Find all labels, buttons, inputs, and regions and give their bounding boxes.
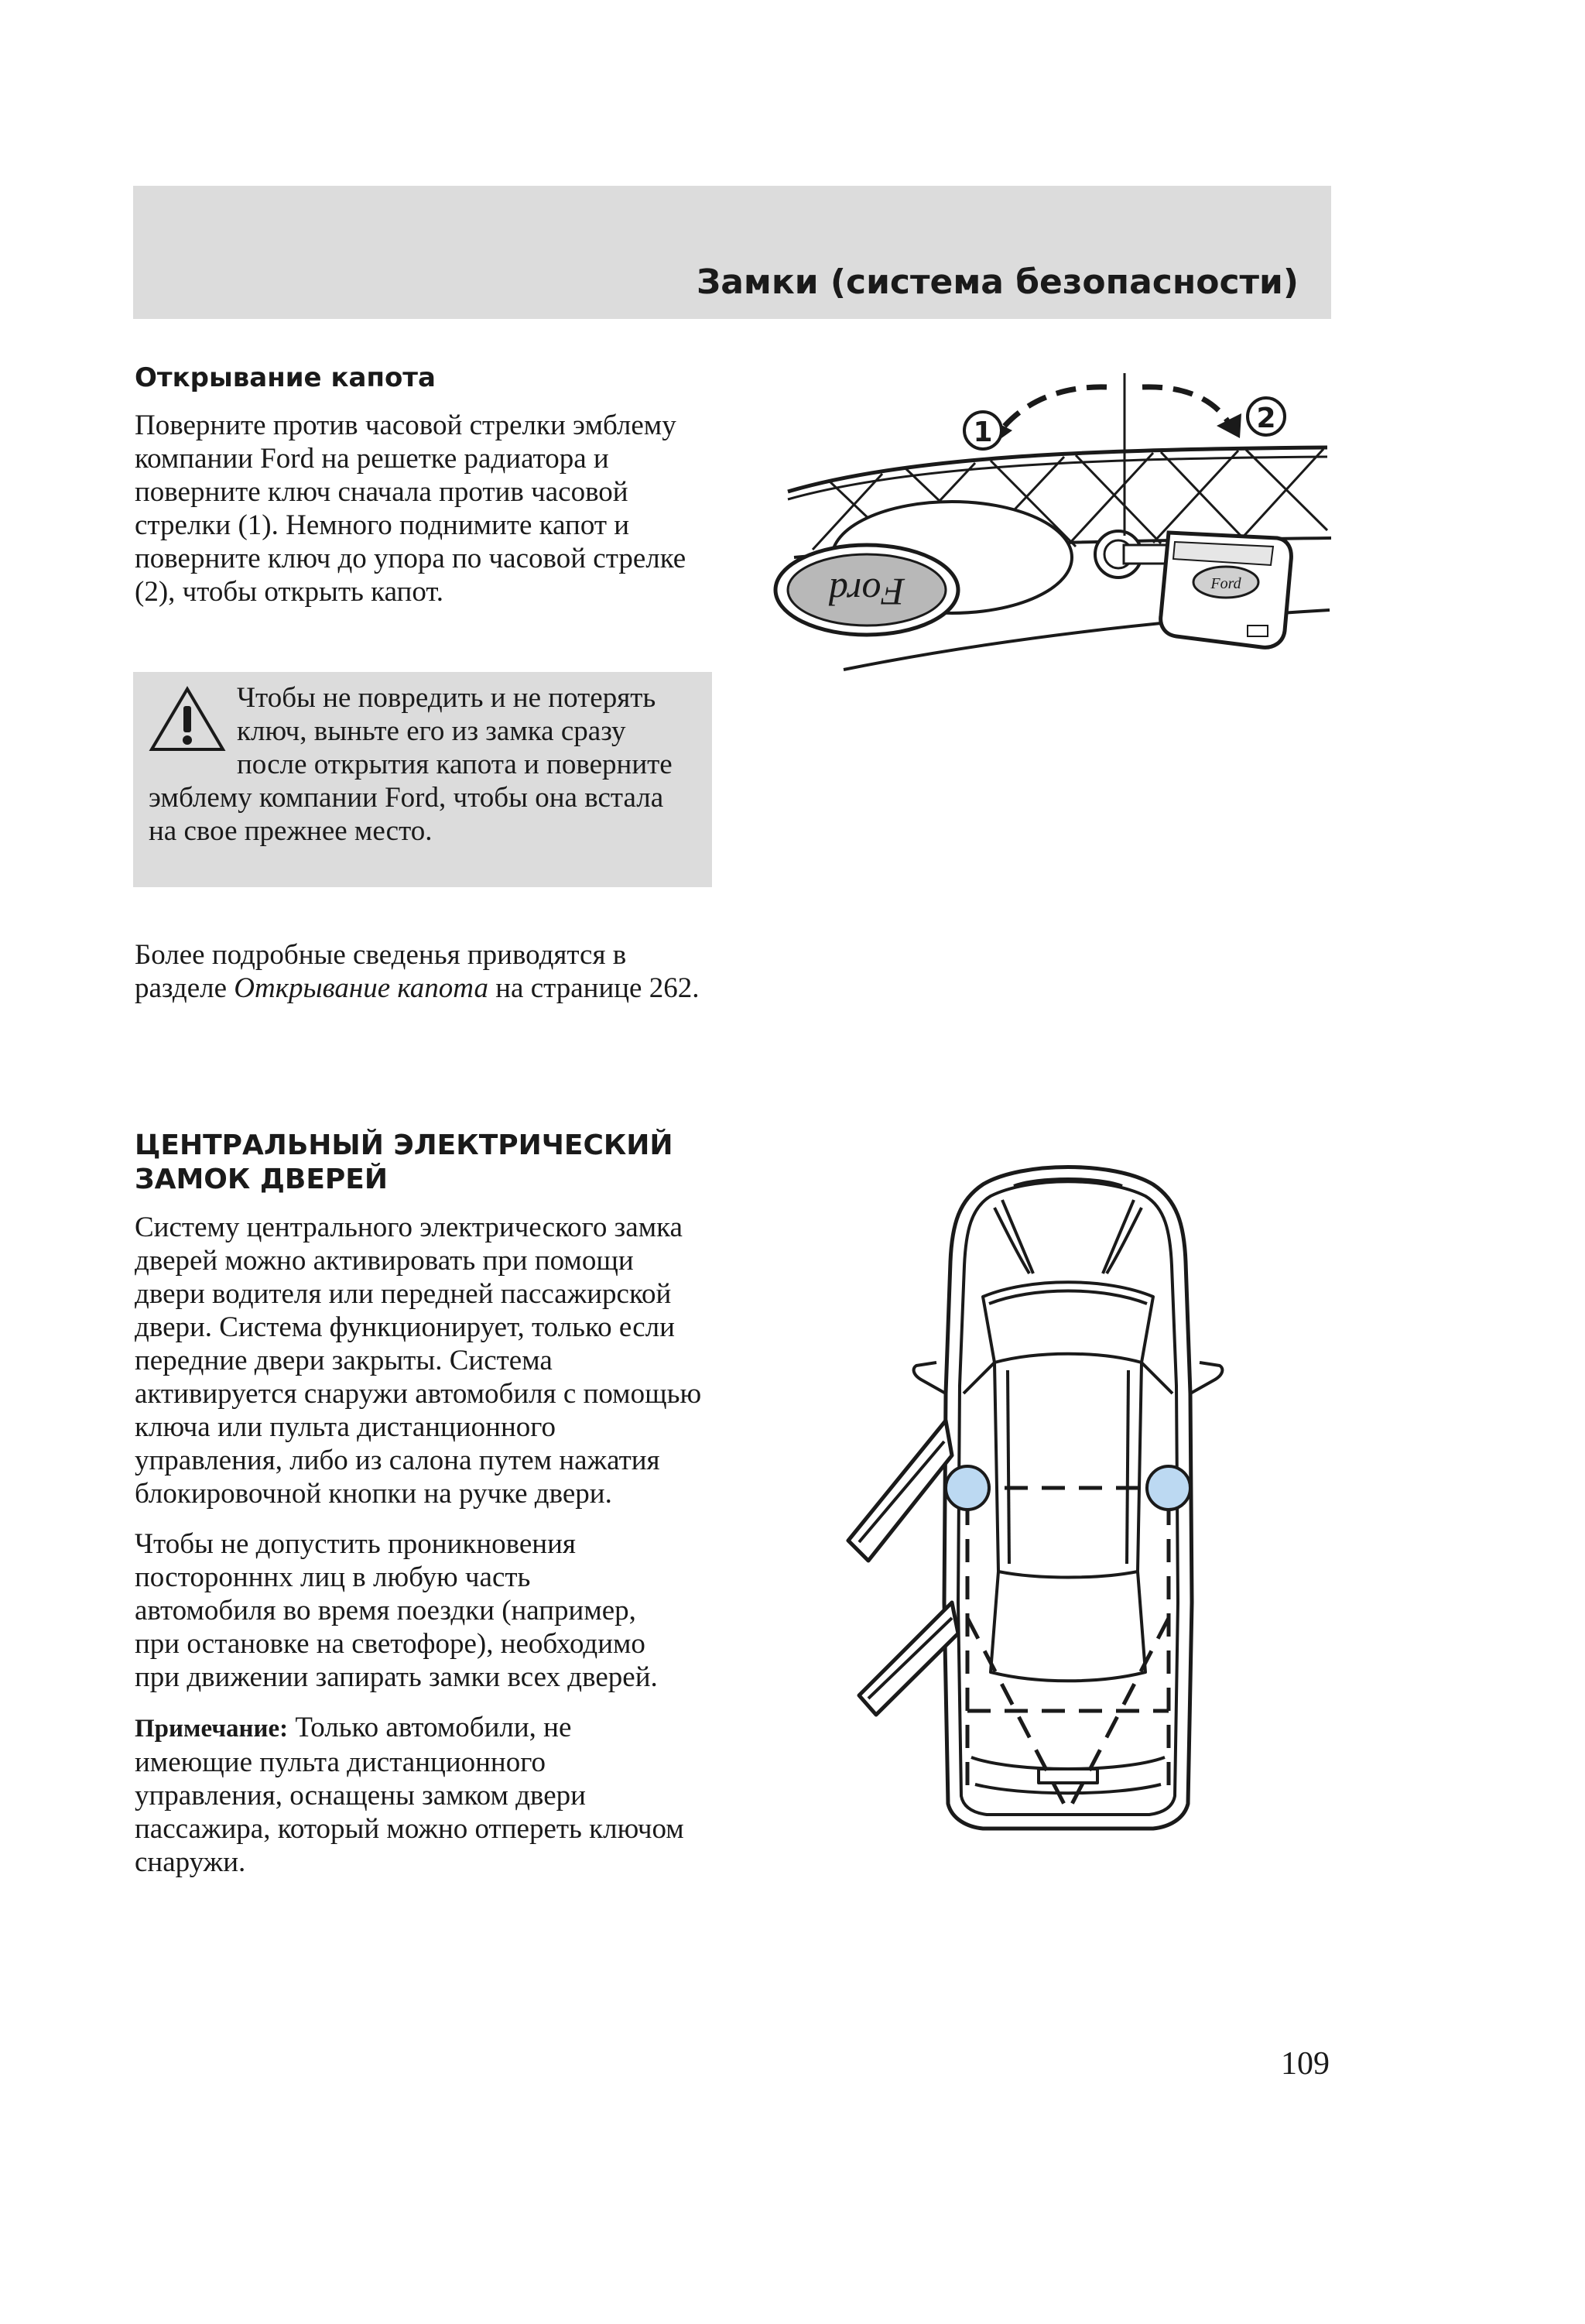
warning-triangle-icon: [149, 686, 226, 752]
more-info-suffix: на странице 262.: [488, 972, 700, 1004]
central-lock-section: [135, 1129, 738, 1879]
central-lock-paragraph-2: Чтобы не допустить проникновения посторонннх лиц в любую часть автомобиля во время поездки (например, при остановке на светофоре), необходимо при движении запирать замки всех дверей.: [135, 1528, 658, 1693]
callout-2: 2: [1256, 403, 1276, 434]
car-top-view-figure: [836, 1138, 1300, 1850]
hood-section: [135, 362, 723, 608]
more-info-prefix: Более подробные сведенья приводятся в разделе: [135, 939, 627, 1004]
key-logo-text: Ford: [1210, 575, 1241, 592]
arrow-clockwise-icon: [1217, 413, 1241, 438]
central-lock-paragraph-1: Систему центрального электрического замка дверей можно активировать при помощи двери водителя или передней пассажирской двери. Система функционирует, только если передние двери закрыты. Система активируется снаружи автомобиля с помощью ключа или пульта дистанционного управления, либо из салона путем нажатия блокировочной кнопки на ручке двери.: [135, 1212, 702, 1510]
more-info-paragraph: [135, 938, 723, 1005]
warning-box: [133, 672, 712, 887]
emblem-text: Ford: [828, 571, 905, 614]
callout-1: 1: [973, 416, 993, 448]
page-number: 109: [1281, 2046, 1330, 2082]
central-lock-heading-line1: ЦЕНТРАЛЬНЫЙ ЭЛЕКТРИЧЕСКИЙ: [135, 1129, 673, 1161]
central-lock-heading: [135, 1129, 738, 1197]
central-lock-heading-line2: ЗАМОК ДВЕРЕЙ: [135, 1164, 389, 1195]
note-label: Примечание:: [135, 1715, 289, 1743]
section-title: Замки (система безопасности): [696, 262, 1299, 302]
hood-more-info: [135, 938, 723, 1005]
note-text: Только автомобили, не имеющие пульта дистанционного управления, оснащены замком двери пассажира, который можно отпереть ключом снаружи.: [135, 1712, 684, 1878]
warning-text: Чтобы не повредить и не потерять ключ, выньте его из замка сразу после открытия капота и поверните эмблему компании Ford, чтобы она встала на свое прежнее место.: [149, 682, 673, 847]
hood-heading: Открывание капота: [135, 362, 436, 393]
hood-emblem-figure: [766, 364, 1339, 681]
central-lock-note: [135, 1711, 692, 1879]
hood-paragraph: Поверните против часовой стрелки эмблему компании Ford на решетке радиатора и поверните ключ сначала против часовой стрелки (1). Немного поднимите капот и поверните ключ до упора по часовой стрелке (2), чтобы открыть капот.: [135, 410, 686, 608]
section-header-band: [133, 186, 1331, 319]
driver-door-lock-point: [946, 1466, 989, 1510]
hood-opening-link[interactable]: Открывание капота: [234, 972, 488, 1004]
passenger-door-lock-point: [1147, 1466, 1190, 1510]
